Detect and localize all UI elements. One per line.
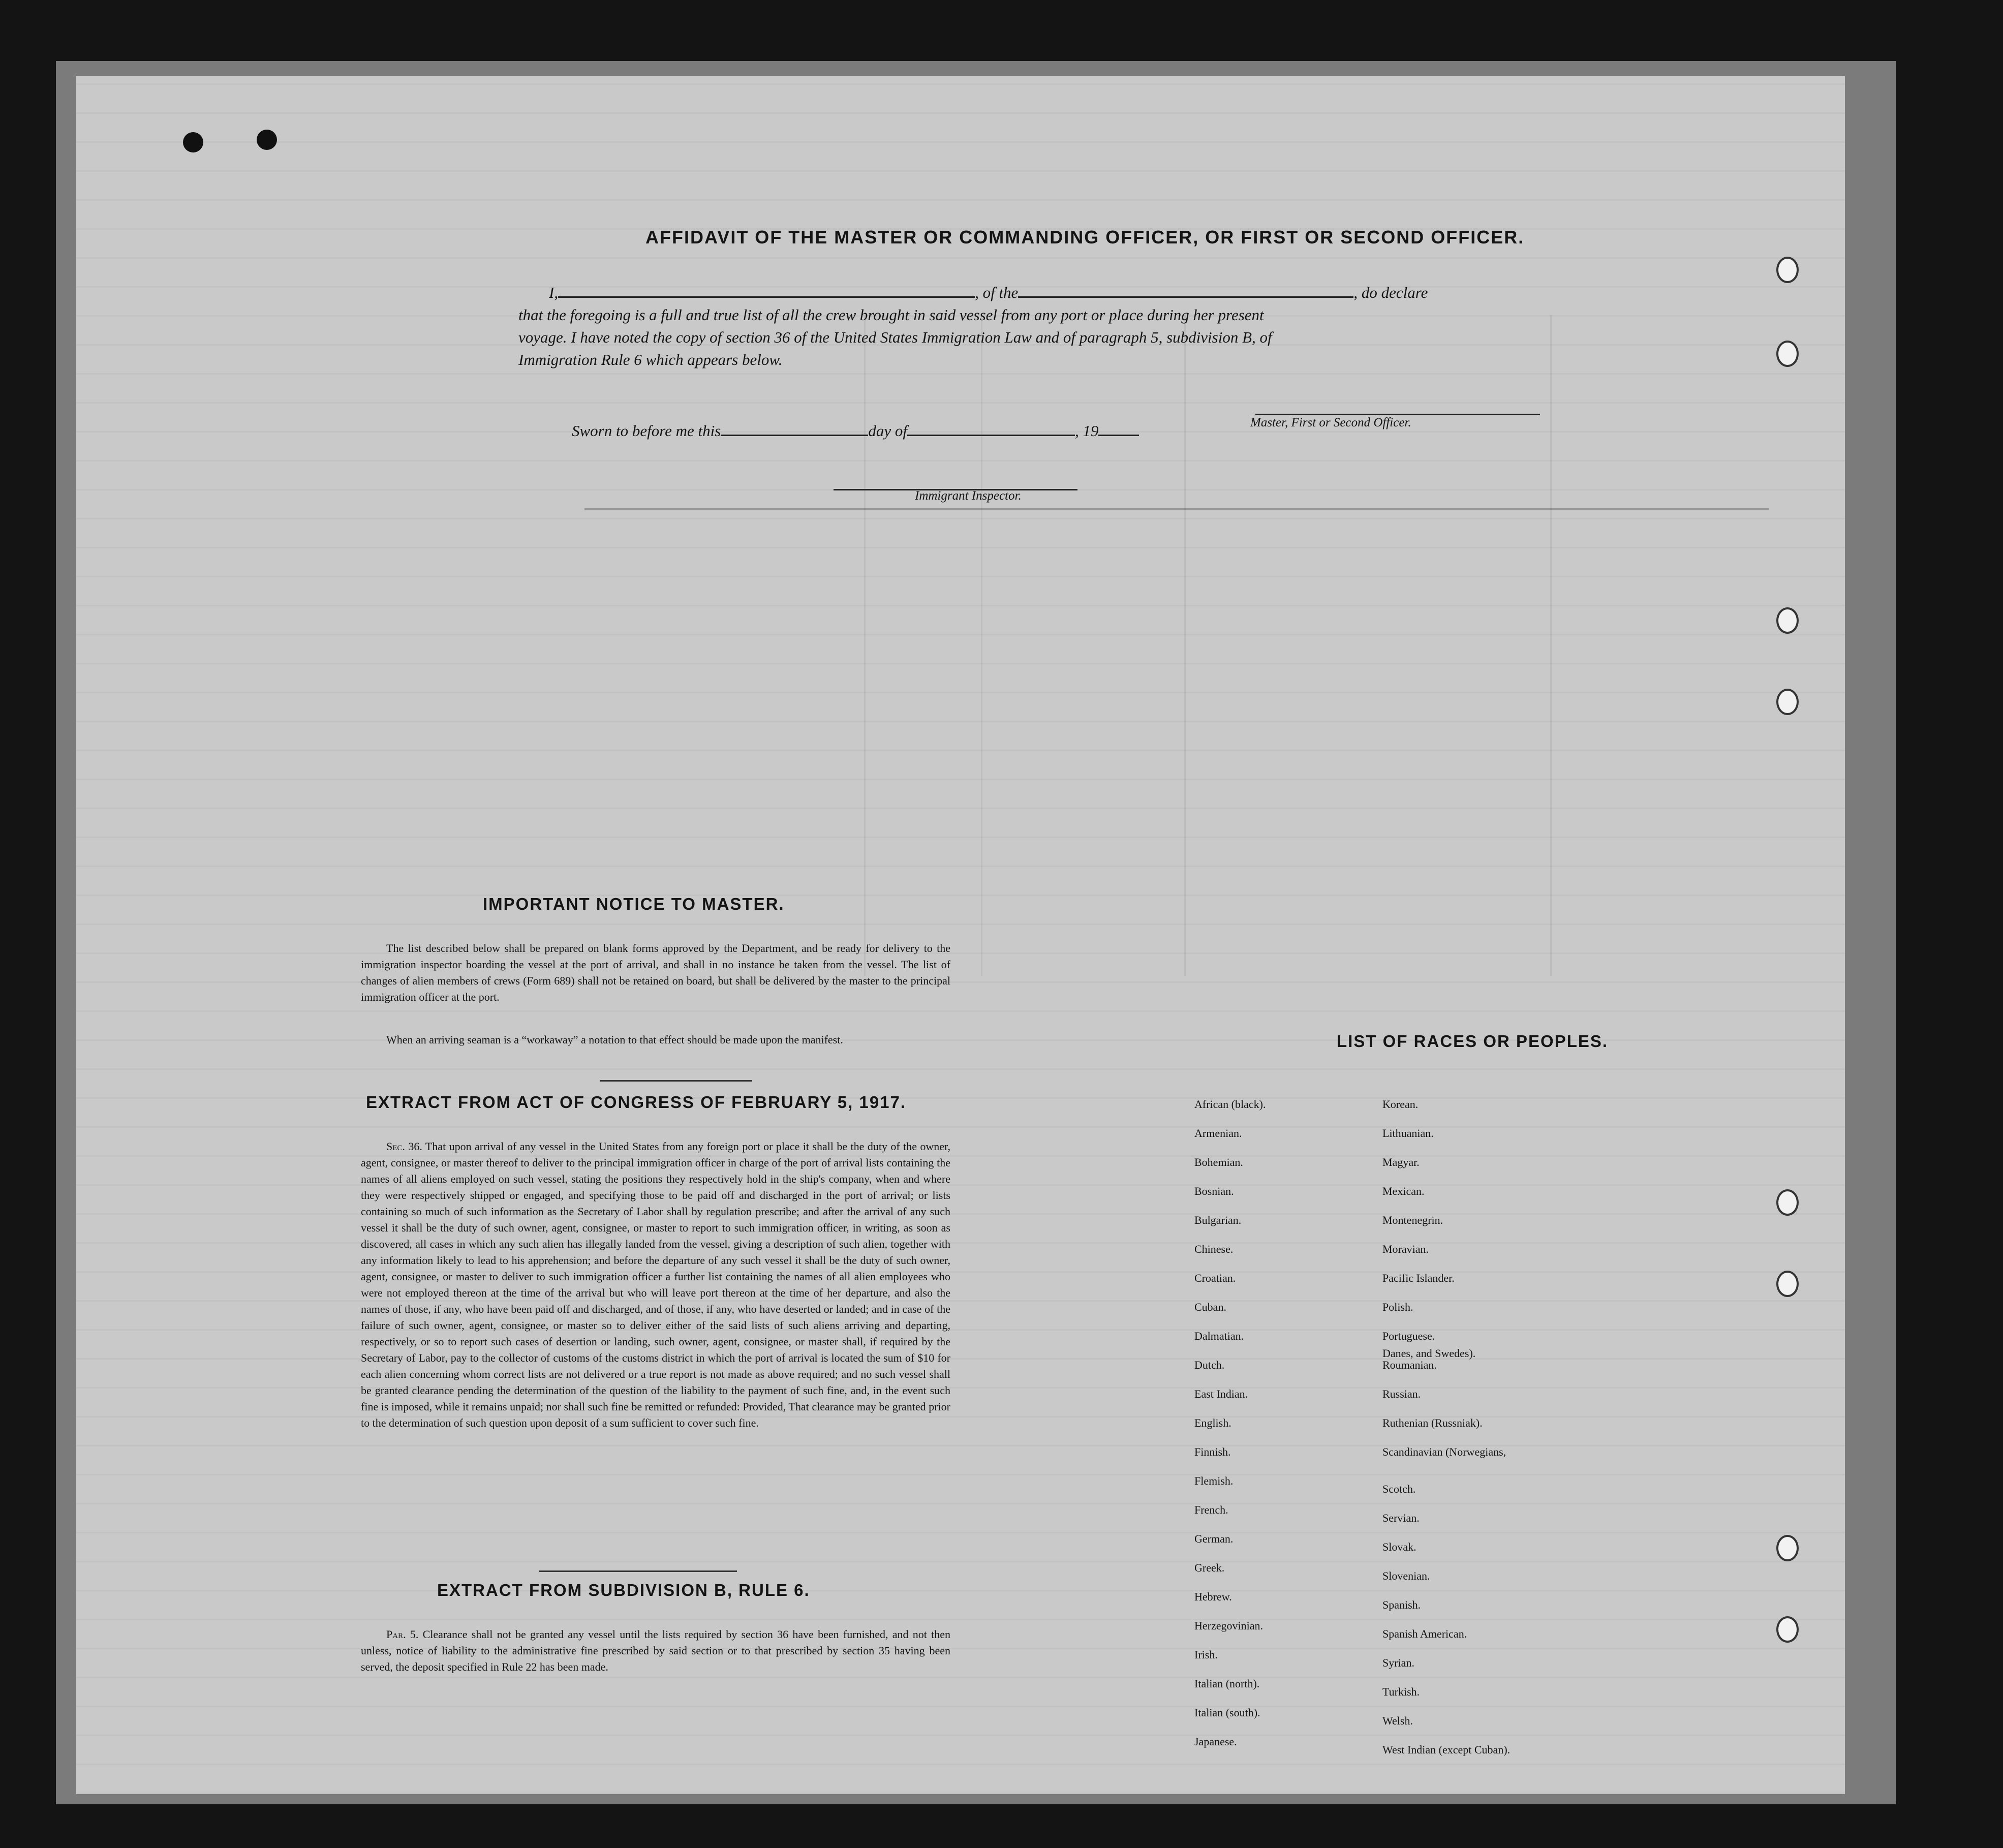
race-item: Syrian. — [1382, 1656, 1414, 1669]
binder-hole-icon — [1776, 607, 1799, 634]
race-item: Armenian. — [1194, 1127, 1242, 1139]
notice-title: IMPORTANT NOTICE TO MASTER. — [483, 895, 785, 913]
race-item: Flemish. — [1194, 1474, 1234, 1487]
bleed-through-column — [1550, 315, 1552, 976]
race-item: Moravian. — [1382, 1243, 1429, 1255]
race-item: Slovak. — [1382, 1541, 1416, 1553]
rule-extract-title: EXTRACT FROM SUBDIVISION B, RULE 6. — [437, 1581, 810, 1599]
race-item: Hebrew. — [1194, 1590, 1232, 1603]
year-blank — [1098, 433, 1139, 436]
races-title: LIST OF RACES OR PEOPLES. — [1337, 1032, 1609, 1051]
race-item: English. — [1194, 1416, 1231, 1429]
race-item: Roumanian. — [1382, 1359, 1437, 1371]
binder-hole-icon — [1776, 689, 1799, 715]
name-blank — [558, 294, 975, 298]
section-divider — [600, 1080, 752, 1082]
notice-paragraph-1: The list described below shall be prepared on blank forms approved by the Department, and be ready for delivery to the immigration inspector boarding the vessel at the port of arrival, and shall in no instance be taken from the vessel. The list of changes of alien members of crews (Form 689) shall not be retained on board, but shall be delivered by the master to the principal immigration officer at the port. — [361, 942, 950, 1003]
act-extract-text — [361, 1138, 950, 1431]
binder-hole-icon — [1776, 1189, 1799, 1216]
race-item: Finnish. — [1194, 1445, 1231, 1458]
affidavit-line-3: voyage. I have noted the copy of section 36 of the United States Immigration Law and of paragraph 5, subdivision B, of — [518, 328, 1272, 346]
day-of-text: day of — [868, 422, 907, 440]
affidavit-line-4: Immigration Rule 6 which appears below. — [518, 351, 783, 368]
race-item: Korean. — [1382, 1098, 1419, 1111]
par-5-text: Clearance shall not be granted any vessel until the lists required by section 36 have been furnished, and not then unless, notice of liability to the administrative fine prescribed by said section or to that prescribed by section 35 having been served, the deposit specified in Rule 22 has been made. — [361, 1628, 951, 1673]
race-item: Polish. — [1382, 1301, 1413, 1313]
bleed-through-column — [864, 315, 866, 976]
race-item: French. — [1194, 1503, 1228, 1516]
race-item: Dalmatian. — [1194, 1330, 1244, 1342]
affidavit-line-2: that the foregoing is a full and true list of all the crew brought in said vessel from any port or place during her present — [518, 306, 1264, 324]
race-item: Magyar. — [1382, 1156, 1420, 1168]
race-item: Welsh. — [1382, 1714, 1413, 1727]
sec-36-text: That upon arrival of any vessel in the United States from any foreign port or place it shall be the duty of the owner, agent, consignee, or master thereof to deliver to the principal immigration officer in charge of the port of arrival lists containing the names of all aliens employed on such vessel, stating the positions they respectively hold in the ship's company, when and where they were respectively shipped or engaged, and specifying those to be paid off and discharged in the port of arrival; or lists containing so much of such information as the Secretary of Labor shall by regulation prescribe; and after the arrival of any such vessel it shall be the duty of such owner, agent, consignee, or master to report to such immigration officer, in writing, as soon as discovered, all cases in which any such alien has illegally landed from the vessel, giving a description of such alien, together with any information likely to lead to his apprehension; and before the departure of any such vessel it shall be the duty of such owner, agent, consignee, or master to deliver to such immigration officer a further list containing the names of all alien employees who were not employed thereon at the time of the arrival but who will leave port thereon at the time of her departure, and also the names of those, if any, who have been paid off and discharged, and of those, if any, who have deserted or landed; and in case of the failure of such owner, agent, consignee, or master so to deliver either of the said lists of such aliens arriving and departing, respectively, or so to report such cases of desertion or landing, such owner, agent, consignee, or master shall, if required by the Secretary of Labor, pay to the collector of customs of the customs district in which the port of arrival is located the sum of $10 for each alien concerning whom correct lists are not delivered or a true report is not made as above required; and no such vessel shall be granted clearance pending the determination of the question of the liability to the payment of such fine, and, in the event such fine is imposed, while it remains unpaid; nor shall such fine be remitted or refunded: Provided, That clearance may be granted prior to the determination of such question upon deposit of a sum sufficient to cover such fine. — [361, 1140, 951, 1429]
month-blank — [907, 433, 1075, 436]
affidavit-of-the: , of the — [975, 284, 1019, 301]
race-item: Chinese. — [1194, 1243, 1234, 1255]
day-blank — [721, 433, 868, 436]
punch-hole-icon — [257, 130, 277, 150]
race-item: Montenegrin. — [1382, 1214, 1443, 1226]
race-item: Dutch. — [1194, 1359, 1225, 1371]
act-extract-title: EXTRACT FROM ACT OF CONGRESS OF FEBRUARY 5, 1917. — [366, 1093, 907, 1112]
signature-label: Master, First or Second Officer. — [1250, 416, 1411, 429]
sworn-line — [572, 422, 1139, 440]
race-item: Spanish. — [1382, 1598, 1421, 1611]
binder-hole-icon — [1776, 257, 1799, 283]
race-item: Turkish. — [1382, 1685, 1420, 1698]
race-item: Mexican. — [1382, 1185, 1425, 1197]
race-item: Scandinavian (Norwegians, — [1382, 1445, 1506, 1458]
race-item: Greek. — [1194, 1561, 1225, 1574]
bleed-through-text — [381, 168, 1753, 199]
inspector-label: Immigrant Inspector. — [915, 489, 1022, 503]
race-item: Herzegovinian. — [1194, 1619, 1263, 1632]
race-item: Spanish American. — [1382, 1627, 1467, 1640]
affidavit-i: I, — [549, 284, 559, 301]
sec-label: Sec. 36. — [386, 1140, 422, 1153]
race-item: Bulgarian. — [1194, 1214, 1242, 1226]
race-item: East Indian. — [1194, 1388, 1248, 1400]
binder-hole-icon — [1776, 1535, 1799, 1561]
race-item: Italian (south). — [1194, 1706, 1260, 1719]
signature-line — [1255, 412, 1540, 415]
race-item: Italian (north). — [1194, 1677, 1260, 1690]
binder-hole-icon — [1776, 1271, 1799, 1297]
notice-paragraph-2: When an arriving seaman is a “workaway” a notation to that effect should be made upon the manifest. — [386, 1033, 843, 1046]
bleed-through-column — [1184, 315, 1186, 976]
race-item: Servian. — [1382, 1512, 1420, 1524]
punch-hole-icon — [183, 132, 203, 152]
race-item: Croatian. — [1194, 1272, 1236, 1284]
binder-hole-icon — [1776, 341, 1799, 367]
section-divider — [539, 1570, 737, 1572]
race-item: Russian. — [1382, 1388, 1421, 1400]
vessel-blank — [1018, 294, 1353, 298]
race-item: Bohemian. — [1194, 1156, 1243, 1168]
race-item: Portuguese. — [1382, 1330, 1435, 1342]
affidavit-line-1 — [549, 284, 1428, 302]
year-prefix: , 19 — [1074, 422, 1099, 440]
race-item: Cuban. — [1194, 1301, 1226, 1313]
bleed-through-rule — [584, 508, 1769, 510]
race-item: Bosnian. — [1194, 1185, 1234, 1197]
race-item: West Indian (except Cuban). — [1382, 1743, 1511, 1756]
race-item: German. — [1194, 1532, 1234, 1545]
race-item-continuation: Danes, and Swedes). — [1382, 1347, 1476, 1360]
race-item: African (black). — [1194, 1098, 1266, 1111]
race-item: Irish. — [1194, 1648, 1218, 1661]
document-page — [76, 76, 1845, 1794]
sworn-to-text: Sworn to before me this — [572, 422, 721, 440]
affidavit-do-declare: , do declare — [1353, 284, 1428, 301]
race-item: Scotch. — [1382, 1483, 1416, 1495]
bleed-through-column — [981, 315, 982, 976]
race-item: Slovenian. — [1382, 1569, 1430, 1582]
par-label: Par. 5. — [386, 1628, 419, 1641]
race-item: Japanese. — [1194, 1735, 1237, 1748]
affidavit-title: AFFIDAVIT OF THE MASTER OR COMMANDING OFFICER, OR FIRST OR SECOND OFFICER. — [645, 227, 1525, 248]
race-item: Pacific Islander. — [1382, 1272, 1455, 1284]
rule-extract-text — [361, 1626, 950, 1675]
race-item: Lithuanian. — [1382, 1127, 1434, 1139]
race-item: Ruthenian (Russniak). — [1382, 1416, 1483, 1429]
binder-hole-icon — [1776, 1616, 1799, 1643]
